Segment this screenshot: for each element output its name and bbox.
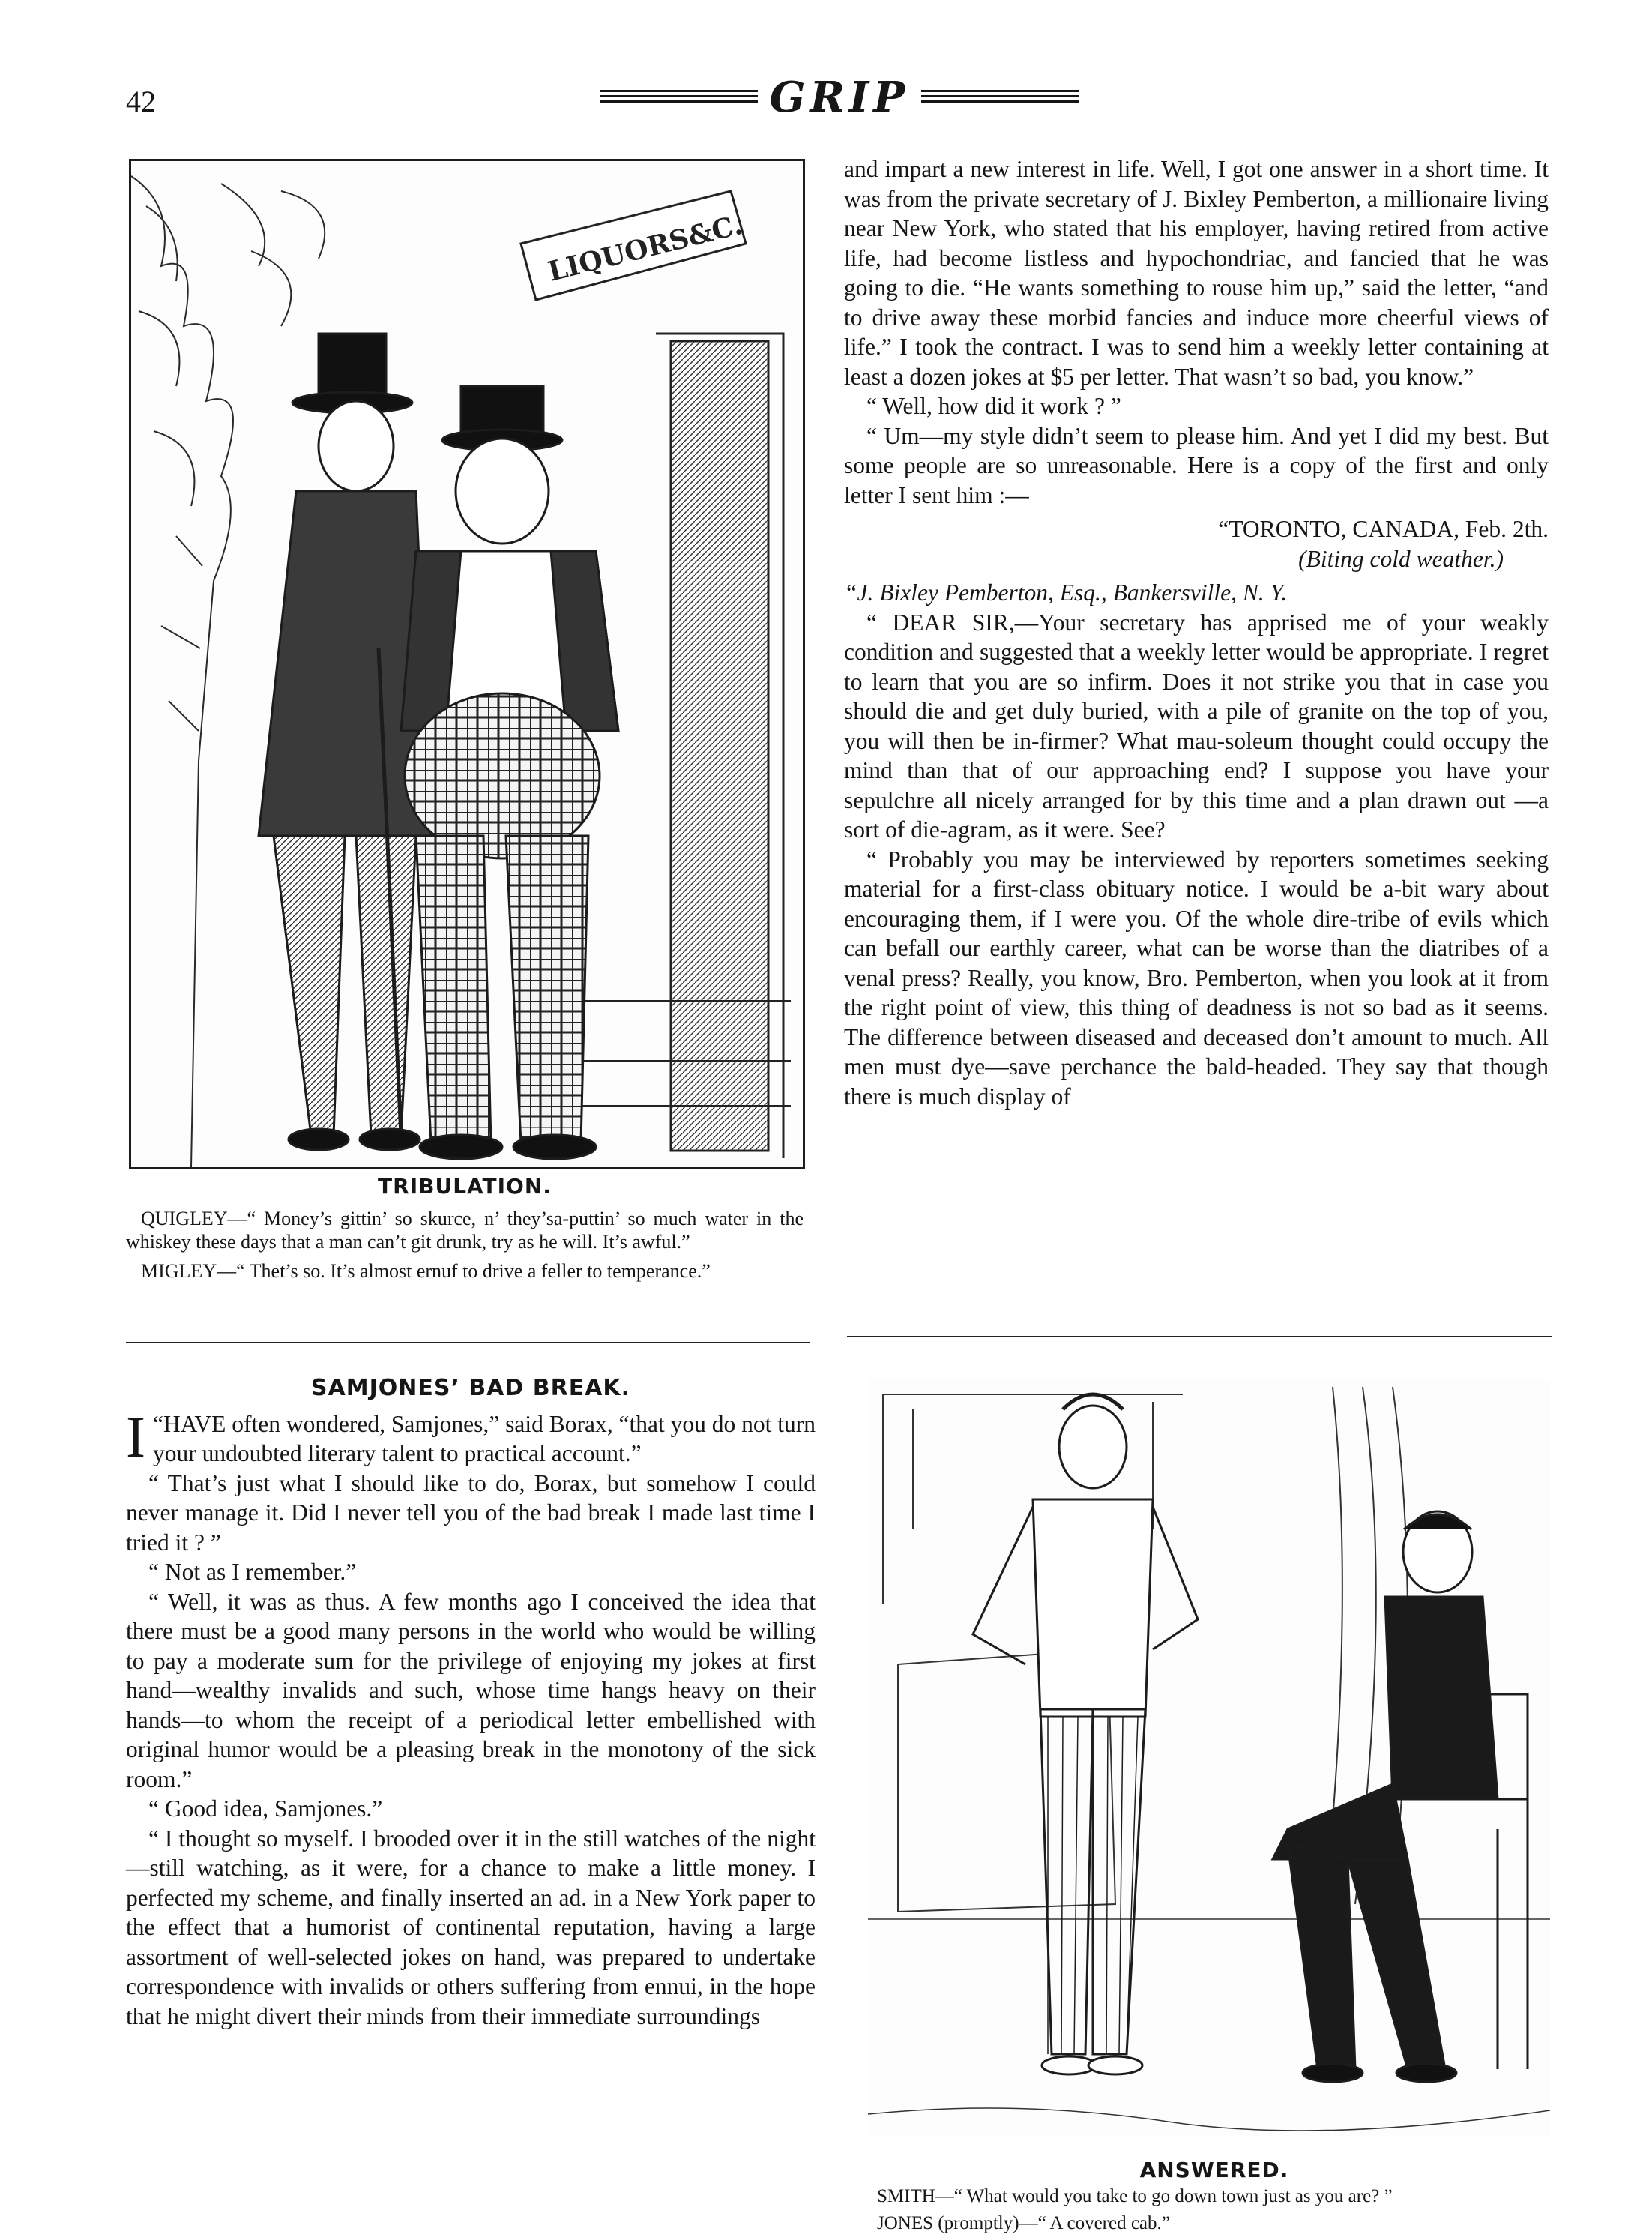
masthead-title: GRIP [769, 73, 910, 122]
divider-left [126, 1342, 810, 1343]
masthead-rule-right [921, 90, 1079, 105]
answered-caption [862, 2186, 1567, 2234]
answered-illustration [868, 1379, 1550, 2137]
migley-figure [401, 386, 618, 1159]
page-number: 42 [126, 85, 156, 118]
paragraph: “ Um—my style didn’t seem to please him. And yet I did my best. But some people are so unreasonable. Here is a copy of the first and only letter I sent him :— [844, 422, 1549, 508]
smith-figure [973, 1394, 1198, 2074]
caption-migley: MIGLEY—“ Thet’s so. It’s almost ernuf to drive a feller to temperance.” [141, 1260, 711, 1282]
paragraph: “ Well, it was as thus. A few months ago I conceived the idea that there must be a good many persons in the world who would be willing to pay a moderate sum for the privilege of enjoying my jokes at first hand—wealthy invalids and such, whose time hangs heavy on their hands—to whom the receipt of a periodical letter embellished with original humor would be a pleasing break in the monotony of the sick room.” [126, 1588, 816, 1792]
article-headline: SAMJONES’ BAD BREAK. [310, 1375, 631, 1401]
answered-title: ANSWERED. [1139, 2158, 1289, 2182]
caption-smith: SMITH—“ What would you take to go down town just as you are? ” [877, 2186, 1393, 2206]
tribulation-drawing [131, 161, 803, 1167]
liquor-sign [521, 191, 746, 300]
paragraph: “ That’s just what I should like to do, Borax, but somehow I could never manage it. Did I never tell you of the bad break I made last time I tried it ? ” [126, 1469, 816, 1556]
letter-paragraph: “ DEAR SIR,—Your secretary has apprised me of your weakly condition and suggested that a weekly letter would be appropriate. I regret to learn that you are so infirm. Does it not strike you that in case you should die and get duly buried, with a pile of granite on the top of you, you will then be in-firmer? What mau-soleum thought could occupy the mind than that of our approaching end? I suppose you have your sepulchre all nicely arranged for by this time and a plan drawn out —a sort of die-agram, as it were. See? [844, 609, 1549, 843]
samjones-article [126, 1373, 816, 2031]
letter-dateline-note: (Biting cold weather.) [1298, 545, 1504, 572]
paragraph: and impart a new interest in life. Well, I got one answer in a short time. It was from the private secretary of J. Bixley Pemberton, a millionaire living near New York, who stated that his employer, having retired from active life, had become listless and hypochondriac, and fancied that he was going to die. “He wants something to rouse him up,” said the letter, “and to drive away these morbid fancies and induce more cheerful views of life.” I took the contract. I was to send him a weekly letter containing at least a dozen jokes at $5 per letter. That wasn’t so bad, you know.” [844, 156, 1549, 390]
paragraph: “ Not as I remember.” [148, 1559, 357, 1585]
quigley-figure [259, 334, 431, 1150]
letter-address: “J. Bixley Pemberton, Esq., Bankersville, N. Y. [844, 579, 1288, 606]
divider-right [847, 1336, 1552, 1337]
jones-figure [1273, 1511, 1528, 2082]
letter-dateline: “TORONTO, CANADA, Feb. 2th. [1218, 516, 1549, 542]
caption-jones: JONES (promptly)—“ A covered cab.” [877, 2213, 1170, 2233]
letter-paragraph: “ Probably you may be interviewed by reporters sometimes seeking material for a first-class obituary notice. I would be a-bit wary about encouraging them, if I were you. Of the whole dire-tribe of evils which can befall our earthly career, what can be worse than the diatribes of a venal press? Really, you know, Bro. Pemberton, when you look at it from the right point of view, this thing of deadness is not so bad as it seems. The difference between diseased and deceased don’t amount to much. All men must dye—save perchance the bald-headed. They say that though there is much display of [844, 846, 1549, 1110]
paragraph: “ Good idea, Samjones.” [148, 1795, 383, 1822]
masthead-rule-left [600, 90, 758, 105]
paragraph: “ Well, how did it work ? ” [866, 393, 1121, 419]
paragraph: “ I thought so myself. I brooded over it in the still watches of the night—still watching, as it were, for a chance to make a little money. I perfected my scheme, and finally inserted an ad. in a New York paper to the effect that a humorist of continental reputation, having a large assortment of well-selected jokes on hand, was prepared to undertake correspondence with invalids or others suffering from ennui, in the hope that he might divert their minds from their immediate surroundings [126, 1825, 816, 2029]
caption-quigley: QUIGLEY—“ Money’s gittin’ so skurce, n’ they’sa-puttin’ so much water in the whiskey these days that a man can’t git drunk, try as he will. It’s awful.” [126, 1208, 804, 1253]
masthead [600, 75, 1079, 120]
right-column [844, 154, 1549, 1111]
tribulation-illustration [129, 159, 805, 1169]
sign-text: LIQUORS&C. [545, 208, 746, 288]
answered-drawing [868, 1379, 1550, 2137]
tribulation-caption [126, 1207, 804, 1283]
drop-cap: I [126, 1403, 145, 1469]
article-first-paragraph: “ I HAVE often wondered, Samjones,” said Borax, “that you do not turn your undoubted literary talent to practical account.” [126, 1403, 816, 1469]
tribulation-title: TRIBULATION. [378, 1174, 552, 1199]
